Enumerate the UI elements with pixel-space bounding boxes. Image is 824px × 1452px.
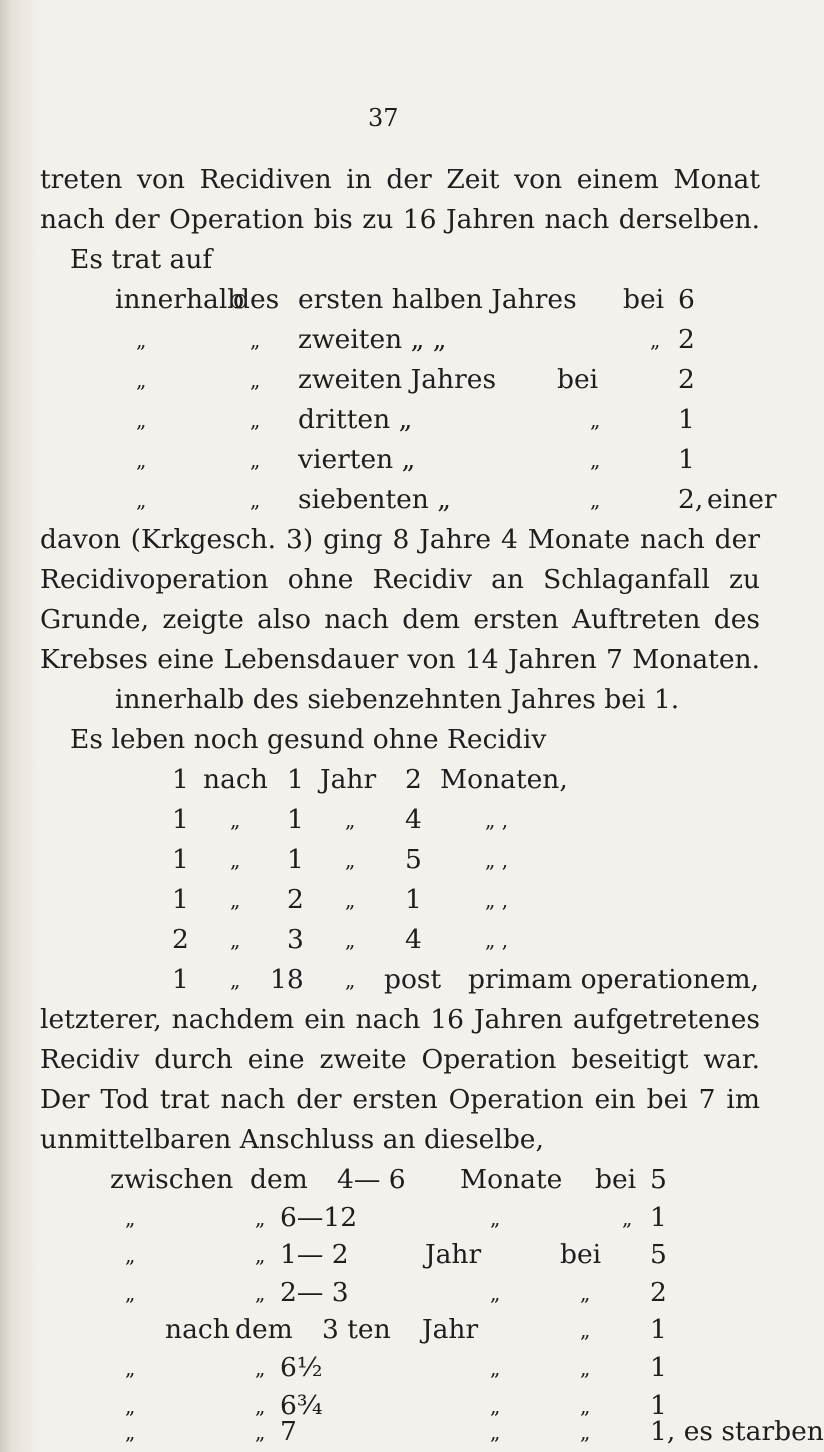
ditto-mark: „	[136, 408, 147, 432]
ditto-mark: „	[622, 1205, 633, 1230]
ditto-mark: „	[580, 1280, 591, 1305]
table-cell: innerhalb	[115, 284, 245, 315]
ditto-mark: „	[136, 328, 147, 352]
ditto-mark: „	[590, 488, 601, 512]
table-cell: 2	[678, 364, 695, 395]
ditto-mark: „	[125, 1393, 136, 1418]
ditto-mark: „	[490, 1280, 501, 1305]
table-cell: primam operationem,	[468, 964, 760, 995]
text-line: Der Tod trat nach der ersten Operation ein bei 7 im	[40, 1084, 760, 1115]
table-cell: 1	[678, 444, 695, 475]
table-cell: einer	[707, 484, 777, 515]
ditto-mark: „	[125, 1280, 136, 1305]
table-cell: 6½	[280, 1352, 323, 1383]
table-cell: zweiten „ „	[298, 324, 447, 355]
text-line: Recidiv durch eine zweite Operation beseitigt war.	[40, 1044, 760, 1075]
table-cell: 1	[287, 844, 304, 875]
table-cell: 5	[405, 844, 422, 875]
text-line: Krebses eine Lebensdauer von 14 Jahren 7 Monaten.	[40, 644, 760, 675]
ditto-mark: „	[345, 808, 356, 832]
table-cell: zwischen	[110, 1164, 234, 1195]
page-edge-shadow	[0, 0, 40, 1452]
ditto-mark: „	[650, 328, 661, 352]
table-cell: Jahr	[422, 1314, 479, 1346]
ditto-mark: „	[255, 1420, 266, 1444]
table-cell: 1	[287, 764, 304, 795]
ditto-mark: „	[250, 408, 261, 432]
text-line: nach der Operation bis zu 16 Jahren nach derselben.	[40, 204, 760, 235]
text-line: innerhalb des siebenzehnten Jahres bei 1.	[115, 684, 680, 715]
ditto-mark: „	[230, 928, 241, 952]
table-cell: 1	[650, 1389, 667, 1421]
table-cell: 1	[172, 884, 189, 915]
table-cell: 6	[678, 284, 695, 315]
table-cell: bei	[560, 1239, 602, 1271]
ditto-mark: „	[580, 1356, 591, 1380]
table-cell: Jahr	[425, 1239, 482, 1271]
table-cell: nach	[165, 1314, 230, 1346]
table-cell: 3	[287, 924, 304, 955]
table-cell: ersten halben Jahres	[298, 284, 577, 315]
ditto-mark: „	[490, 1205, 501, 1230]
table-cell: 18	[270, 964, 304, 995]
table-cell: 2	[405, 764, 422, 795]
ditto-mark: „	[590, 448, 601, 472]
table-cell: 5	[650, 1164, 667, 1195]
table-cell: post	[384, 964, 442, 995]
text-line: treten von Recidiven in der Zeit von einem Monat	[40, 164, 760, 195]
table-cell: 3 ten	[322, 1314, 391, 1346]
table-cell: Monaten,	[440, 764, 568, 795]
table-cell: 6—12	[280, 1201, 358, 1233]
table-cell: bei	[595, 1164, 637, 1195]
table-cell: 6¾	[280, 1389, 323, 1421]
text-line: Recidivoperation ohne Recidiv an Schlaganfall zu	[40, 564, 760, 595]
ditto-mark: „	[250, 448, 261, 472]
table-cell: vierten „	[298, 444, 416, 475]
text-line: davon (Krkgesch. 3) ging 8 Jahre 4 Monate nach der	[40, 524, 760, 555]
ditto-mark: „	[136, 368, 147, 392]
table-cell: 1	[678, 404, 695, 435]
ditto-mark: „	[136, 448, 147, 472]
ditto-mark: „	[230, 968, 241, 992]
ditto-mark: „	[255, 1205, 266, 1230]
table-cell: 2	[650, 1276, 667, 1308]
ditto-mark: „	[230, 848, 241, 872]
ditto-mark: „	[125, 1356, 136, 1380]
table-cell: 1	[172, 764, 189, 795]
table-cell: 1, es starben	[650, 1416, 824, 1447]
ditto-mark: „	[255, 1280, 266, 1305]
table-cell: 1	[172, 804, 189, 835]
table-cell: bei	[557, 364, 599, 395]
table-cell: 1	[650, 1314, 667, 1346]
ditto-mark: „	[580, 1318, 591, 1343]
table-cell: 4— 6	[337, 1164, 406, 1195]
ditto-mark: „ ,	[485, 808, 509, 832]
ditto-mark: „	[255, 1393, 266, 1418]
ditto-mark: „ ,	[485, 848, 509, 872]
ditto-mark: „	[136, 488, 147, 512]
ditto-mark: „	[125, 1243, 136, 1268]
page-number: 37	[368, 104, 399, 132]
ditto-mark: „	[345, 968, 356, 992]
ditto-mark: „ ,	[485, 928, 509, 952]
table-cell: des	[233, 284, 280, 315]
table-cell: 2— 3	[280, 1276, 349, 1308]
ditto-mark: „	[490, 1356, 501, 1380]
text-line: unmittelbaren Anschluss an dieselbe,	[40, 1124, 544, 1155]
ditto-mark: „	[255, 1243, 266, 1268]
table-cell: Monate	[460, 1164, 563, 1195]
ditto-mark: „	[250, 488, 261, 512]
ditto-mark: „	[230, 808, 241, 832]
ditto-mark: „	[345, 848, 356, 872]
ditto-mark: „	[125, 1205, 136, 1230]
ditto-mark: „	[590, 408, 601, 432]
table-cell: 1	[287, 804, 304, 835]
ditto-mark: „	[490, 1420, 501, 1444]
ditto-mark: „	[230, 888, 241, 912]
table-cell: dem	[235, 1314, 293, 1346]
ditto-mark: „	[125, 1420, 136, 1444]
text-line: letzterer, nachdem ein nach 16 Jahren aufgetretenes	[40, 1004, 760, 1035]
ditto-mark: „	[580, 1393, 591, 1418]
table-cell: 4	[405, 804, 422, 835]
table-cell: nach	[203, 764, 268, 795]
table-cell: 1	[650, 1352, 667, 1383]
table-cell: 1	[172, 964, 189, 995]
table-cell: zweiten Jahres	[298, 364, 497, 395]
table-cell: 1— 2	[280, 1239, 349, 1271]
table-cell: 2	[172, 924, 189, 955]
ditto-mark: „	[345, 928, 356, 952]
text-line: Es leben noch gesund ohne Recidiv	[70, 724, 547, 755]
ditto-mark: „	[250, 328, 261, 352]
table-cell: dem	[250, 1164, 308, 1195]
table-cell: bei	[623, 284, 665, 315]
table-cell: Jahr	[320, 764, 377, 795]
table-cell: 2	[678, 324, 695, 355]
table-cell: 2,	[678, 484, 704, 515]
ditto-mark: „	[250, 368, 261, 392]
table-cell: 4	[405, 924, 422, 955]
table-cell: dritten „	[298, 404, 413, 435]
table-cell: 1	[650, 1201, 667, 1233]
ditto-mark: „	[490, 1393, 501, 1418]
table-cell: 1	[405, 884, 422, 915]
ditto-mark: „ ,	[485, 888, 509, 912]
table-cell: 7	[280, 1416, 297, 1447]
text-line: Grunde, zeigte also nach dem ersten Auftreten des	[40, 604, 760, 635]
ditto-mark: „	[255, 1356, 266, 1380]
text-line: Es trat auf	[70, 244, 213, 275]
table-cell: siebenten „	[298, 484, 452, 515]
ditto-mark: „	[580, 1420, 591, 1444]
table-cell: 1	[172, 844, 189, 875]
table-cell: 2	[287, 884, 304, 915]
ditto-mark: „	[345, 888, 356, 912]
table-cell: 5	[650, 1239, 667, 1271]
